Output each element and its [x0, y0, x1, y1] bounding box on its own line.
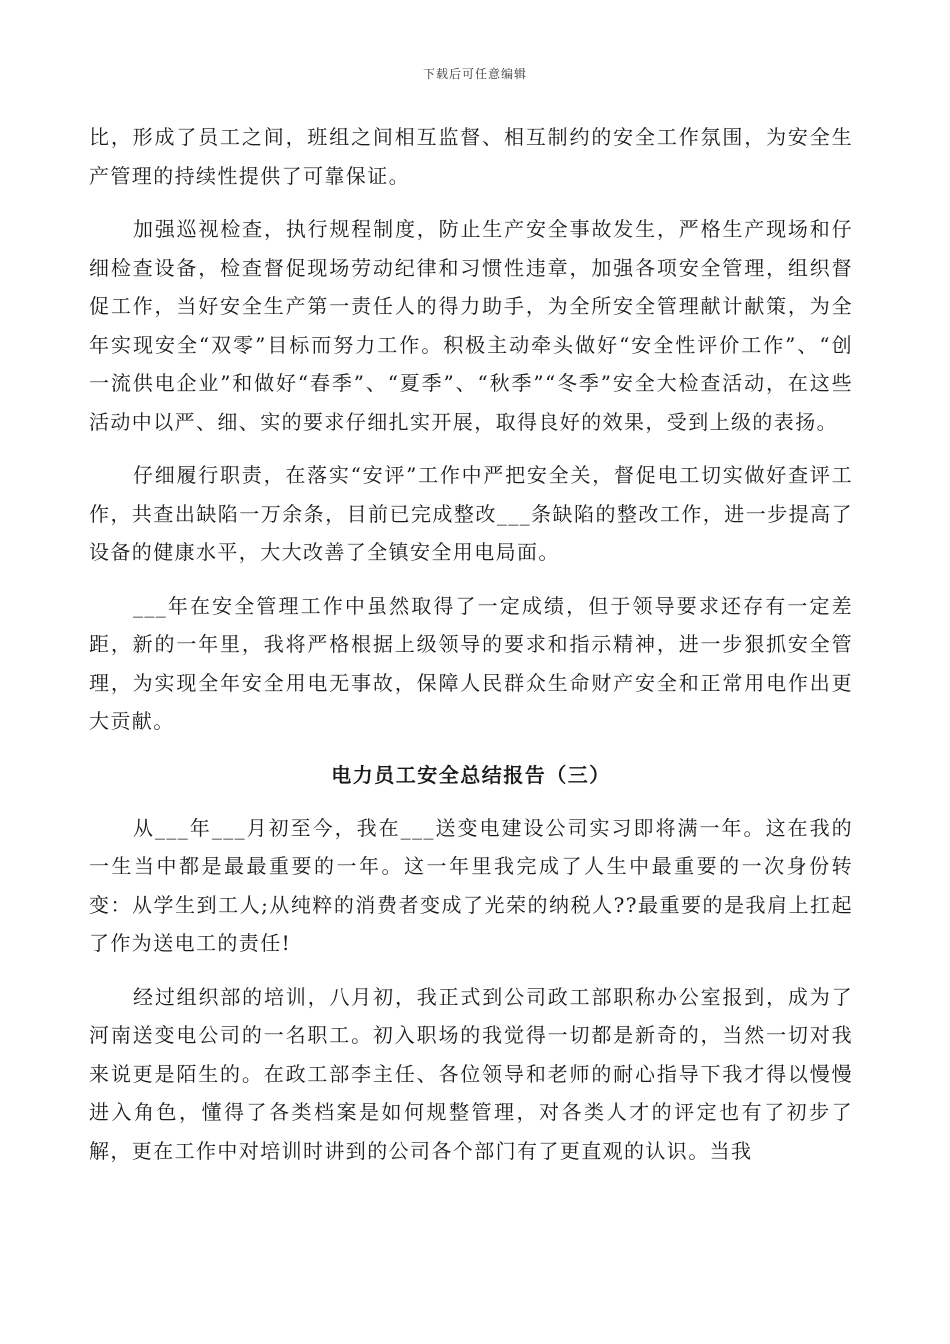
paragraph-intro: 从___年___月初至今，我在___送变电建设公司实习即将满一年。这在我的一生当中都是最最重要的一年。这一年里我完成了人生中最重要的一次身份转变：从学生到工人;从纯粹的消费者变成了光荣的纳税人??最重要的是我肩上扛起了作为送电工的责任! — [89, 815, 853, 955]
document-body — [89, 118, 853, 1170]
page-header-note: 下载后可任意编辑 — [422, 67, 527, 81]
section-title: 电力员工安全总结报告（三） — [331, 762, 611, 787]
paragraph-inspection: 加强巡视检查，执行规程制度，防止生产安全事故发生，严格生产现场和仔细检查设备，检查督促现场劳动纪律和习惯性违章，加强各项安全管理，组织督促工作，当好安全生产第一责任人的得力助手，为全所安全管理献计献策，为全年实现安全“双零”目标而努力工作。积极主动牵头做好“安全性评价工作”、“创一流供电企业”和做好“春季”、“夏季”、“秋季”“冬季”安全大检查活动，在这些活动中以严、细、实的要求仔细扎实开展，取得良好的效果，受到上级的表扬。 — [89, 217, 853, 434]
paragraph-outlook: ___年在安全管理工作中虽然取得了一定成绩，但于领导要求还存有一定差距，新的一年里，我将严格根据上级领导的要求和指示精神，进一步狠抓安全管理，为实现全年安全用电无事故，保障人民群众生命财产安全和正常用电作出更大贡献。 — [89, 593, 853, 733]
paragraph-training: 经过组织部的培训，八月初，我正式到公司政工部职称办公室报到，成为了河南送变电公司的一名职工。初入职场的我觉得一切都是新奇的，当然一切对我来说更是陌生的。在政工部李主任、各位领导和老师的耐心指导下我才得以慢慢进入角色，懂得了各类档案是如何规整管理，对各类人才的评定也有了初步了解，更在工作中对培训时讲到的公司各个部门有了更直观的认识。当我 — [89, 984, 853, 1163]
paragraph-duties: 仔细履行职责，在落实“安评”工作中严把安全关，督促电工切实做好查评工作，共查出缺陷一万余条，目前已完成整改___条缺陷的整改工作，进一步提高了设备的健康水平，大大改善了全镇安全用电局面。 — [89, 463, 853, 564]
paragraph-continuation: 比，形成了员工之间，班组之间相互监督、相互制约的安全工作氛围，为安全生产管理的持续性提供了可靠保证。 — [89, 125, 853, 188]
